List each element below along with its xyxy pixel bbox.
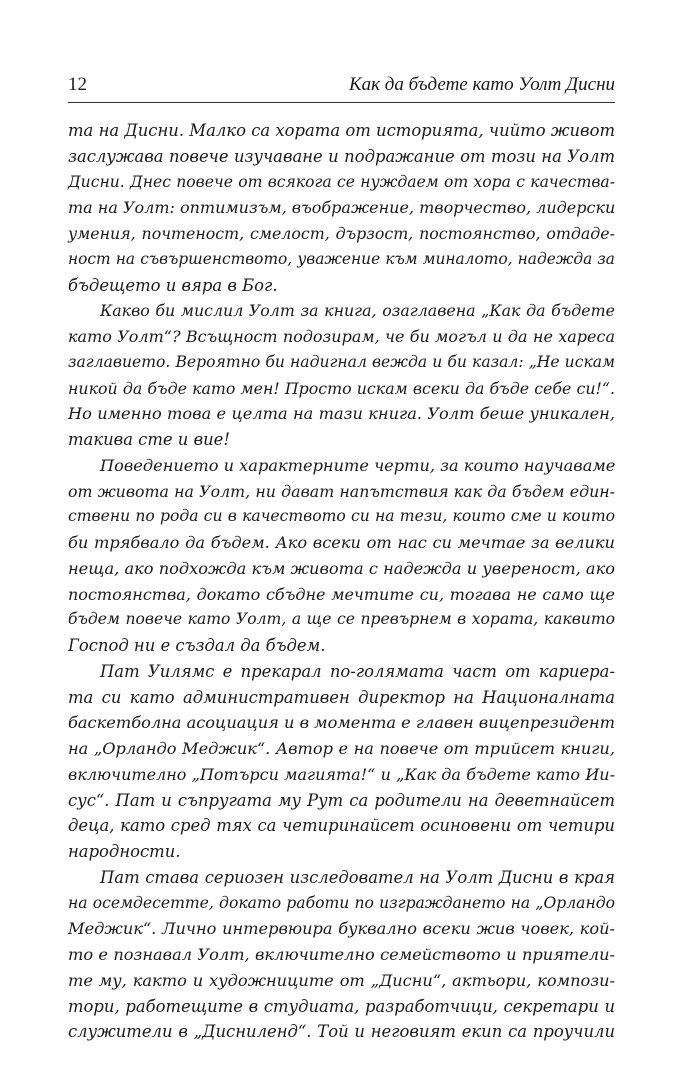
text-line: постоянства, докато сбъдне мечтите си, тогава не само ще <box>68 584 615 604</box>
text-line: бъдещето и вяра в Бог. <box>68 275 278 295</box>
text-line: неща, ако подхожда към живота с надежда и увереност, ако <box>68 558 615 578</box>
paragraph <box>68 453 615 659</box>
text-line: като Уолт“? Всъщност подозирам, че би могъл и да не хареса <box>68 327 615 346</box>
text-line: Пат Уилямс е прекарал по-голямата част от кариера- <box>100 661 615 681</box>
page-number: 12 <box>68 74 87 95</box>
paragraph <box>68 659 615 865</box>
text-line: Но именно това е целта на тази книга. Уолт беше уникален, <box>68 404 615 424</box>
text-line: Поведението и характерните черти, за които научаваме <box>100 455 616 475</box>
header-rule <box>68 102 615 103</box>
text-line: би трябвало да бъдем. Ако всеки от нас си мечтае за велики <box>68 533 615 552</box>
body-text <box>68 118 615 1045</box>
text-line: такива сте и вие! <box>68 430 230 449</box>
text-line: служители в „Дисниленд“. Той и неговият екип са проучили <box>68 1022 615 1042</box>
text-line: та си като административен директор на Националната <box>68 687 615 707</box>
text-line: Какво би мислил Уолт за книга, озаглавена „Как да бъдете <box>100 301 615 321</box>
text-line: баскетболна асоциация и в момента е главен вицепрезидент <box>68 713 615 733</box>
paragraph <box>68 298 615 453</box>
running-head: Как да бъдете като Уолт Дисни <box>349 74 615 95</box>
text-line: та на Дисни. Малко са хората от историята, чийто живот <box>68 121 615 140</box>
text-line: Дисни. Днес повече от всякога се нуждаем от хора с качества- <box>68 172 615 191</box>
text-line: заглавието. Вероятно би надигнал вежда и би казал: „Не искам <box>68 352 615 371</box>
text-line: на „Орландо Меджик“. Автор е на повече от трийсет книги, <box>68 739 615 758</box>
paragraph <box>68 865 615 1045</box>
text-line: умения, почтеност, смелост, дързост, постоянство, отдаде- <box>68 224 615 243</box>
text-line: на осемдесетте, докато работи по изграждането на „Орландо <box>68 893 615 912</box>
text-line: заслужава повече изучаване и подражание от този на Уолт <box>68 146 615 166</box>
text-line: бъдем повече като Уолт, а ще се превърнем в хората, каквито <box>68 610 615 629</box>
text-line: деца, като сред тях са четиринайсет осиновени от четири <box>68 816 615 836</box>
text-line: Пат става сериозен изследовател на Уолт Дисни в края <box>100 867 615 887</box>
text-line: Господ ни е създал да бъдем. <box>68 636 326 655</box>
text-line: то е познавал Уолт, включително семейството и приятели- <box>68 945 615 964</box>
text-line: те му, както и художниците от „Дисни“, актьори, компози- <box>68 970 615 990</box>
text-line: народности. <box>68 842 181 861</box>
text-line: Меджик“. Лично интервюира буквално всеки жив човек, кой- <box>68 919 615 939</box>
text-line: включително „Потърси магията!“ и „Как да бъдете като Ии- <box>68 764 615 784</box>
text-line: тори, работещите в студиата, разработчици, секретари и <box>68 996 615 1016</box>
text-line: ствени по рода си в качеството си на тези, които сме и които <box>68 507 615 526</box>
paragraph <box>68 118 615 298</box>
text-line: ност на съвършенството, уважение към миналото, надежда за <box>68 249 615 268</box>
text-line: та на Уолт: оптимизъм, въображение, творчество, лидерски <box>68 198 616 218</box>
page-header <box>68 72 615 98</box>
text-line: сус“. Пат и съпругата му Рут са родители на деветнайсет <box>68 790 615 810</box>
text-line: никой да бъде като мен! Просто искам всеки да бъде себе си!“. <box>68 378 615 398</box>
text-line: от живота на Уолт, ни дават напътствия как да бъдем един- <box>68 481 615 501</box>
